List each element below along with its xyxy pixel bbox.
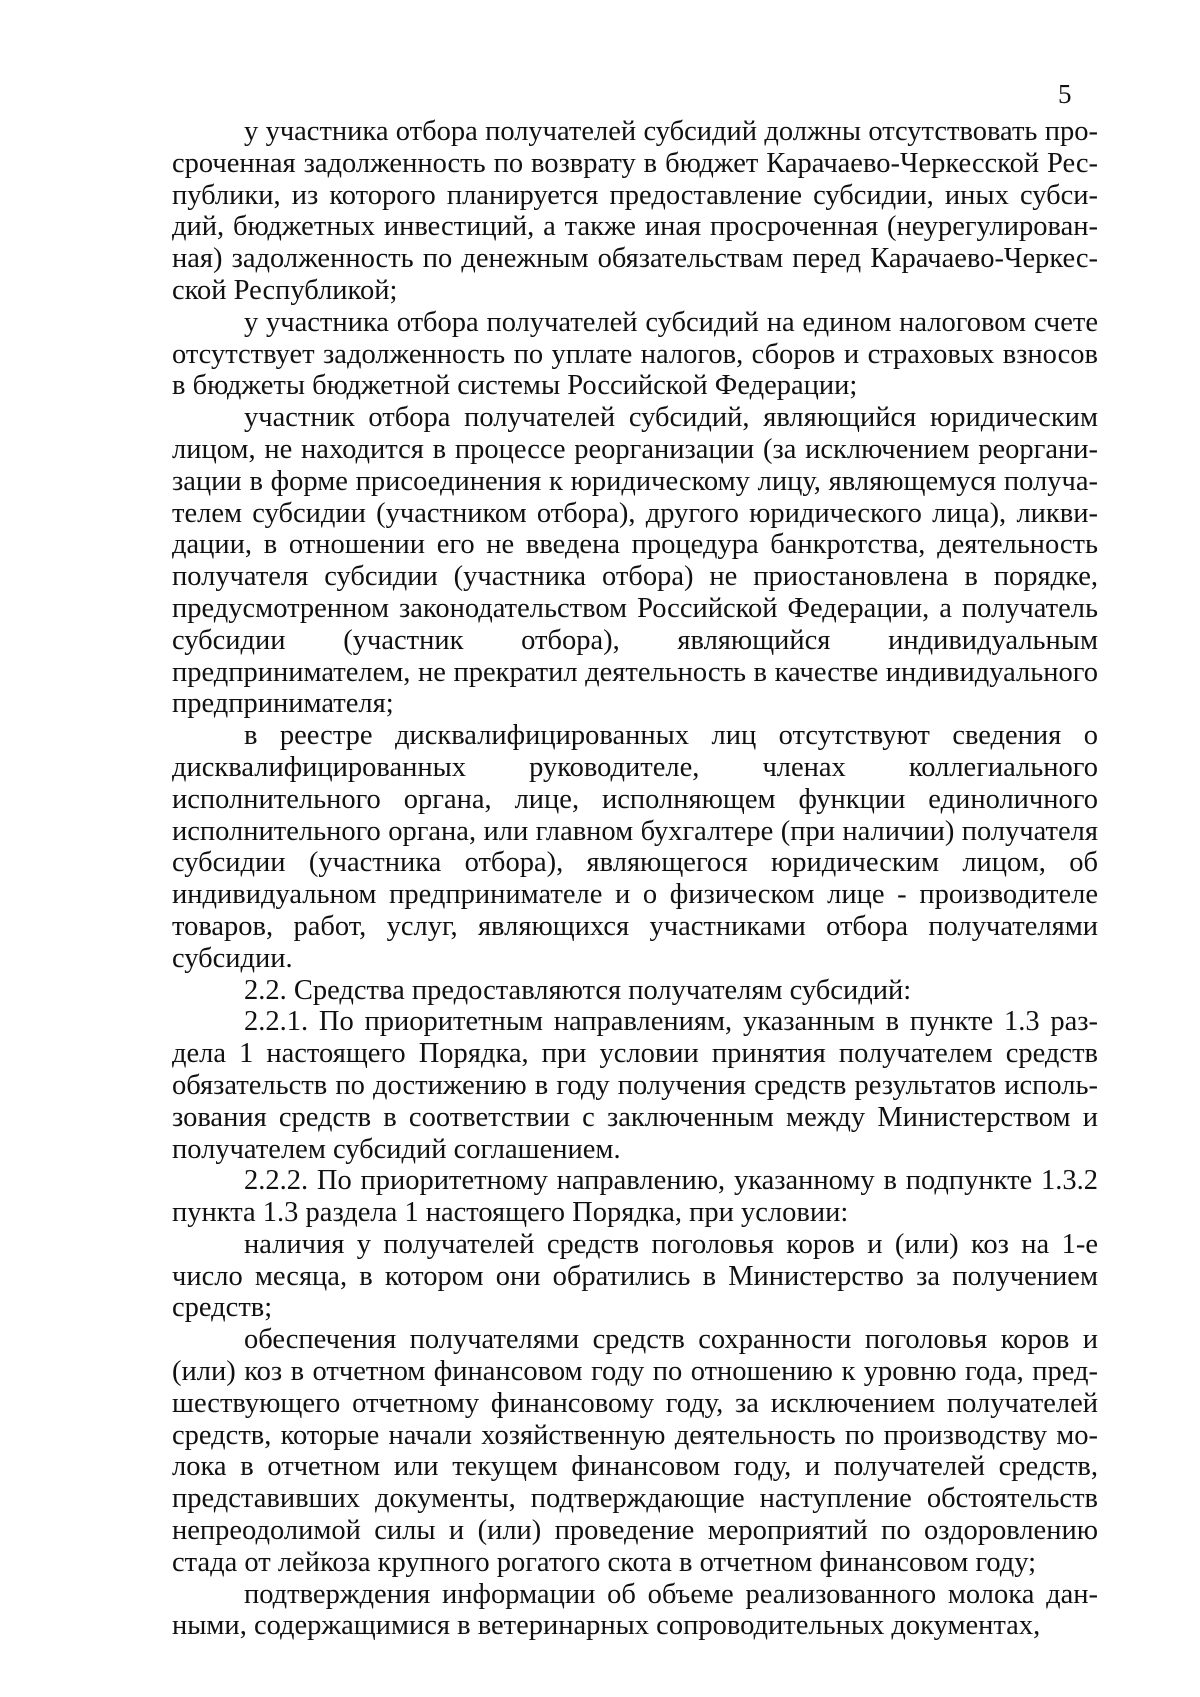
- paragraph-livestock-preservation: обеспечения получателями средств сохранности поголовья коров и (или) коз в отчетном финансовом году по отношению к уровню года, предшествующего отчетному финансовому году, за исключением получателей средств, которые начали хозяйственную деятельность по производству молока в отчетном или текущем финансовом году, и получателей средств, представивших документы, подтверждающие наступление обстоятельств непреодолимой силы и (или) проведение мероприятий по оздоровлению стада от лейкоза крупного рогатого скота в отчетном финансовом году;: [172, 1324, 1098, 1578]
- paragraph-tax-debt: у участника отбора получателей субсидий на едином налоговом счете отсутствует задолженность по уплате налогов, сборов и страховых взносов в бюджеты бюджетной системы Российской Федерации;: [172, 306, 1098, 402]
- paragraph-2-2-1: 2.2.1. По приоритетным направлениям, указанным в пункте 1.3 раздела 1 настоящего Порядка, при условии принятия получателем средств обязательств по достижению в году получения средств результатов использования средств в соответствии с заключенным между Министерством и получателем субсидий соглашением.: [172, 1006, 1098, 1165]
- paragraph-2-2: 2.2. Средства предоставляются получателям субсидий:: [244, 974, 912, 1006]
- paragraph-reorganization: участник отбора получателей субсидий, являющийся юридическим лицом, не находится в процессе реорганизации (за исключением реорганизации в форме присоединения к юридическому лицу, являющемуся получателем субсидии (участником отбора), другого юридического лица), ликвидации, в отношении его не введена процедура банкротства, деятельность получателя субсидии (участника отбора) не приостановлена в порядке, предусмотренном законодательством Российской Федерации, а получатель субсидии (участник отбора), являющийся индивидуальным предпринимателем, не прекратил деятельность в качестве индивидуального предпринимателя;: [172, 402, 1098, 720]
- paragraph-livestock-presence: наличия у получателей средств поголовья коров и (или) коз на 1-е число месяца, в котором они обратились в Министерство за получением средств;: [172, 1228, 1098, 1324]
- page-number: 5: [1058, 79, 1072, 109]
- document-body: [172, 116, 1098, 1642]
- paragraph-milk-confirmation: подтверждения информации об объеме реализованного молока данными, содержащимися в ветеринарных сопроводительных документах,: [172, 1578, 1098, 1642]
- paragraph-disqualified-registry: в реестре дисквалифицированных лиц отсутствуют сведения о дисквалифицированных руководителе, членах коллегиального исполнительного органа, лице, исполняющем функции единоличного исполнительного органа, или главном бухгалтере (при наличии) получателя субсидии (участника отбора), являющегося юридическим лицом, об индивидуальном предпринимателе и о физическом лице - производителе товаров, работ, услуг, являющихся участниками отбора получателями субсидии.: [172, 720, 1098, 974]
- paragraph-2-2-2: 2.2.2. По приоритетному направлению, указанному в подпункте 1.3.2 пункта 1.3 раздела 1 настоящего Порядка, при условии:: [172, 1165, 1098, 1229]
- paragraph-debt-budget: у участника отбора получателей субсидий должны отсутствовать просроченная задолженность по возврату в бюджет Карачаево-Черкесской Республики, из которого планируется предоставление субсидии, иных субсидий, бюджетных инвестиций, а также иная просроченная (неурегулированная) задолженность по денежным обязательствам перед Карачаево-Черкесской Республикой;: [172, 116, 1098, 306]
